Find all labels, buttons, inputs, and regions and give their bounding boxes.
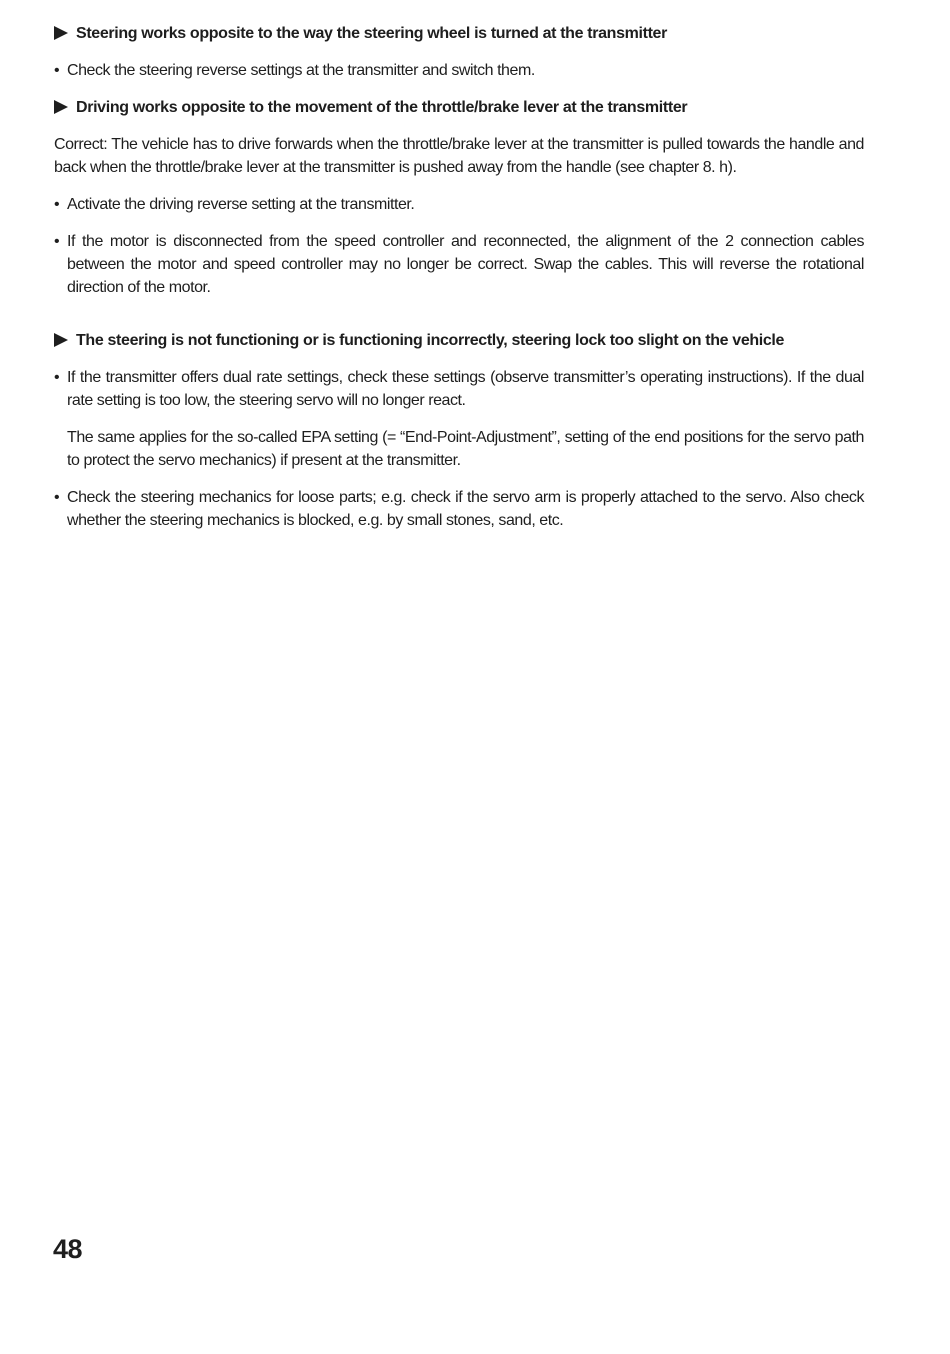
triangle-arrow-icon: [54, 100, 68, 114]
section-heading: [54, 329, 864, 352]
list-item: [54, 193, 864, 216]
bullet-icon: [54, 486, 67, 532]
troubleshooting-section-steering-malfunction: [54, 329, 864, 532]
triangle-arrow-icon: [54, 333, 68, 347]
section-heading-text: The steering is not functioning or is functioning incorrectly, steering lock too slight on the vehicle: [76, 332, 785, 349]
list-item-followup-paragraph: The same applies for the so-called EPA setting (= “End-Point-Adjustment”, setting of the end positions for the servo path to protect the servo mechanics) if present at the transmitter.: [67, 429, 864, 469]
list-item: [54, 59, 864, 82]
list-item: [54, 486, 864, 532]
list-item-text: If the transmitter offers dual rate settings, check these settings (observe transmitter’s operating instructions). If the dual rate setting is too low, the steering servo will no longer react.: [67, 369, 864, 409]
section-heading: [54, 22, 864, 45]
bullet-icon: [54, 193, 67, 216]
list-item-text: If the motor is disconnected from the speed controller and reconnected, the alignment of the 2 connection cables between the motor and speed controller may no longer be correct. Swap the cables. This will reverse the rotational direction of the motor.: [67, 233, 864, 296]
triangle-arrow-icon: [54, 26, 68, 40]
section-paragraph: Correct: The vehicle has to drive forwards when the throttle/brake lever at the transmitter is pulled towards the handle and back when the throttle/brake lever at the transmitter is pushed away from the handle (see chapter 8. h).: [54, 136, 864, 176]
document-body: [54, 22, 864, 546]
section-heading-text: Steering works opposite to the way the steering wheel is turned at the transmitter: [76, 25, 667, 42]
troubleshooting-section-driving-reversed: [54, 96, 864, 299]
section-heading: [54, 96, 864, 119]
section-heading-text: Driving works opposite to the movement of the throttle/brake lever at the transmitter: [76, 99, 688, 116]
page-number: 48: [53, 1234, 83, 1264]
bullet-icon: [54, 230, 67, 299]
list-item: [54, 366, 864, 412]
troubleshooting-section-steering-reversed: [54, 22, 864, 82]
list-item-text: Check the steering reverse settings at the transmitter and switch them.: [67, 62, 535, 79]
bullet-icon: [54, 59, 67, 82]
list-item-text: Activate the driving reverse setting at the transmitter.: [67, 196, 415, 213]
list-item: [54, 230, 864, 299]
list-item-text: Check the steering mechanics for loose parts; e.g. check if the servo arm is properly attached to the servo. Also check whether the steering mechanics is blocked, e.g. by small stones, sand, etc.: [67, 489, 864, 529]
bullet-icon: [54, 366, 67, 412]
